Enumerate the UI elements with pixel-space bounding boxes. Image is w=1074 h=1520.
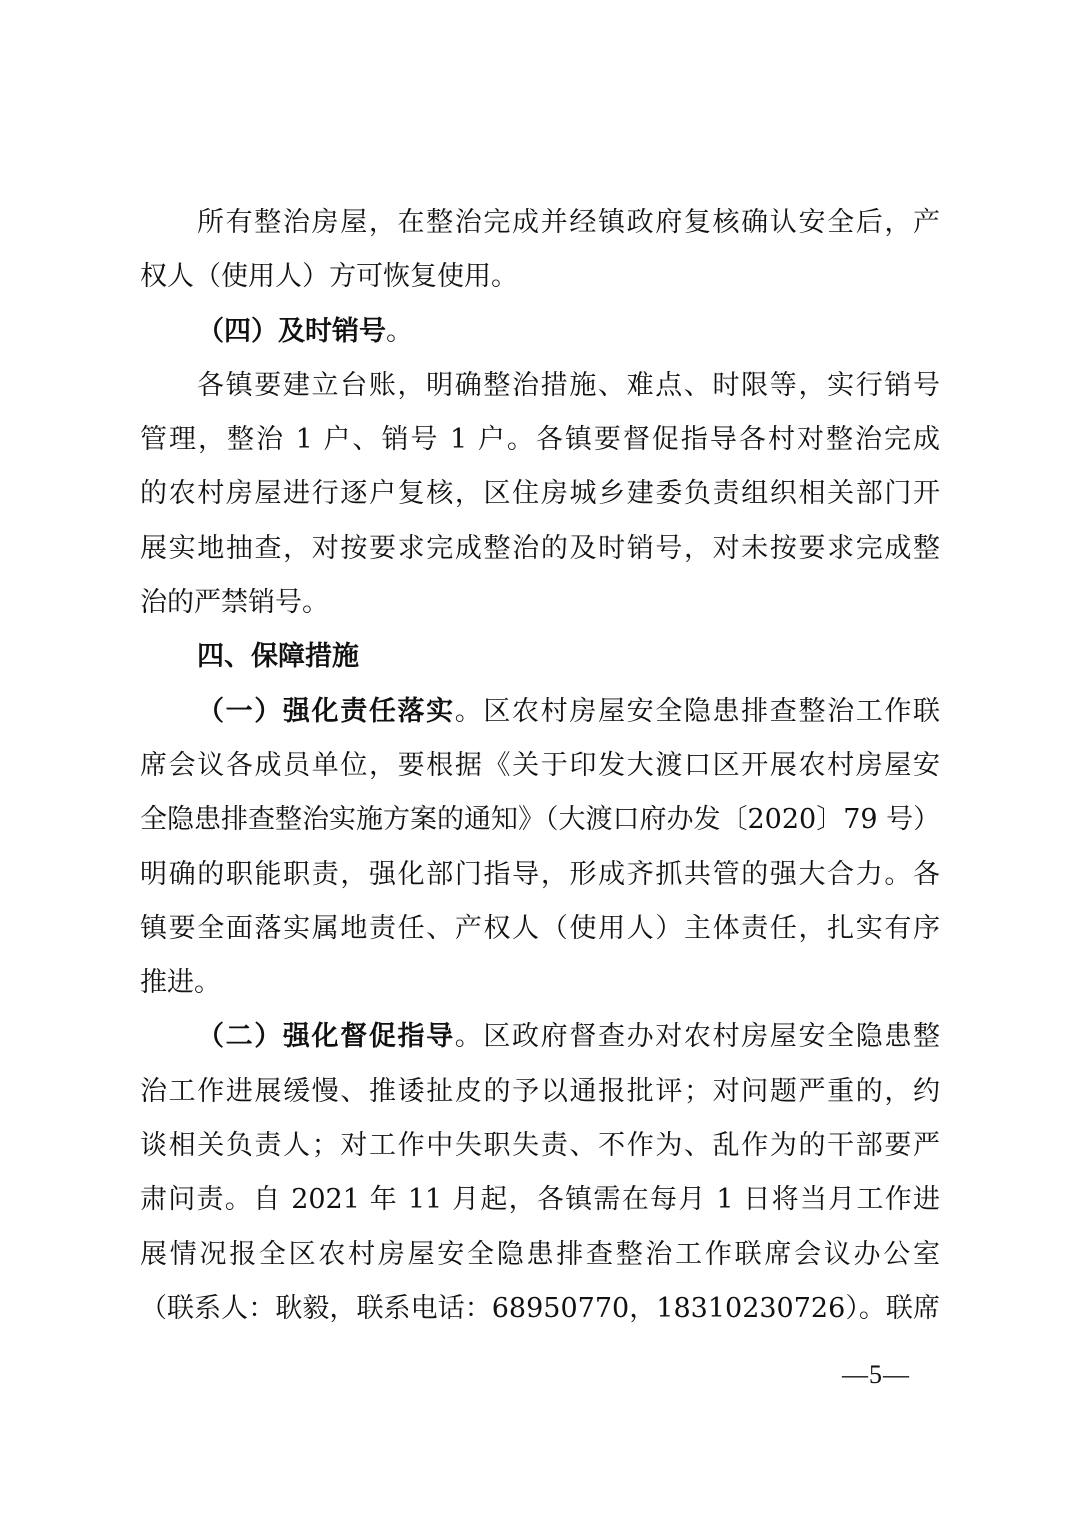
text-line — [140, 413, 940, 467]
text-line — [140, 1010, 940, 1064]
text-line — [140, 467, 940, 521]
text-line — [140, 1173, 940, 1227]
section-heading: （二）强化督促指导 — [197, 1021, 455, 1053]
line-text: 镇要全面落实属地责任、产权人（使用人）主体责任，扎实有序 — [140, 912, 940, 944]
text-line — [140, 956, 940, 1010]
line-text: 治工作进展缓慢、推诿扯皮的予以通报批评；对问题严重的，约 — [140, 1075, 940, 1107]
text-line — [140, 522, 940, 576]
text-line — [140, 630, 940, 684]
text-line — [140, 902, 940, 956]
line-text: 展实地抽查，对按要求完成整治的及时销号，对未按要求完成整 — [140, 532, 940, 564]
section-heading: 四、保障措施 — [197, 641, 359, 673]
text-line — [140, 576, 940, 630]
line-text: 谈相关负责人；对工作中失职失责、不作为、乱作为的干部要严 — [140, 1130, 940, 1162]
line-text: 。 — [386, 315, 413, 347]
line-text: 展情况报全区农村房屋安全隐患排查整治工作联席会议办公室 — [140, 1238, 940, 1270]
line-text: 肃问责。自 2021 年 11 月起，各镇需在每月 1 日将当月工作进 — [140, 1184, 940, 1216]
text-line — [140, 250, 940, 304]
page-number: —5— — [842, 1360, 910, 1389]
line-text: 权人（使用人）方可恢复使用。 — [140, 261, 518, 293]
text-line — [140, 848, 940, 902]
line-text: 治的严禁销号。 — [140, 587, 329, 619]
text-line — [140, 196, 940, 250]
text-line — [140, 359, 940, 413]
section-heading: （一）强化责任落实 — [197, 695, 455, 727]
document-body — [140, 196, 940, 1336]
line-text: 。区农村房屋安全隐患排查整治工作联 — [454, 695, 941, 727]
text-line — [140, 793, 940, 847]
text-line — [140, 1119, 940, 1173]
text-line — [140, 739, 940, 793]
line-text: （联系人：耿毅，联系电话：68950770，18310230726）。联席 — [140, 1292, 940, 1324]
text-line — [140, 685, 940, 739]
line-text: 所有整治房屋，在整治完成并经镇政府复核确认安全后，产 — [197, 207, 940, 238]
line-text: 推进。 — [140, 967, 221, 999]
line-text: 。区政府督查办对农村房屋安全隐患整 — [454, 1021, 941, 1053]
line-text: 席会议各成员单位，要根据《关于印发大渡口区开展农村房屋安 — [140, 749, 940, 781]
line-text: 管理，整治 1 户、销号 1 户。各镇要督促指导各村对整治完成 — [140, 424, 940, 456]
line-text: 的农村房屋进行逐户复核，区住房城乡建委负责组织相关部门开 — [140, 478, 940, 510]
text-line — [140, 1228, 940, 1282]
section-heading: （四）及时销号 — [197, 315, 386, 347]
text-line — [140, 1282, 940, 1336]
line-text: 各镇要建立台账，明确整治措施、难点、时限等，实行销号 — [197, 369, 940, 401]
line-text: 明确的职能职责，强化部门指导，形成齐抓共管的强大合力。各 — [140, 858, 940, 890]
text-line — [140, 1065, 940, 1119]
text-line — [140, 305, 940, 359]
line-text: 全隐患排查整治实施方案的通知》（大渡口府办发〔2020〕79 号） — [140, 804, 941, 836]
